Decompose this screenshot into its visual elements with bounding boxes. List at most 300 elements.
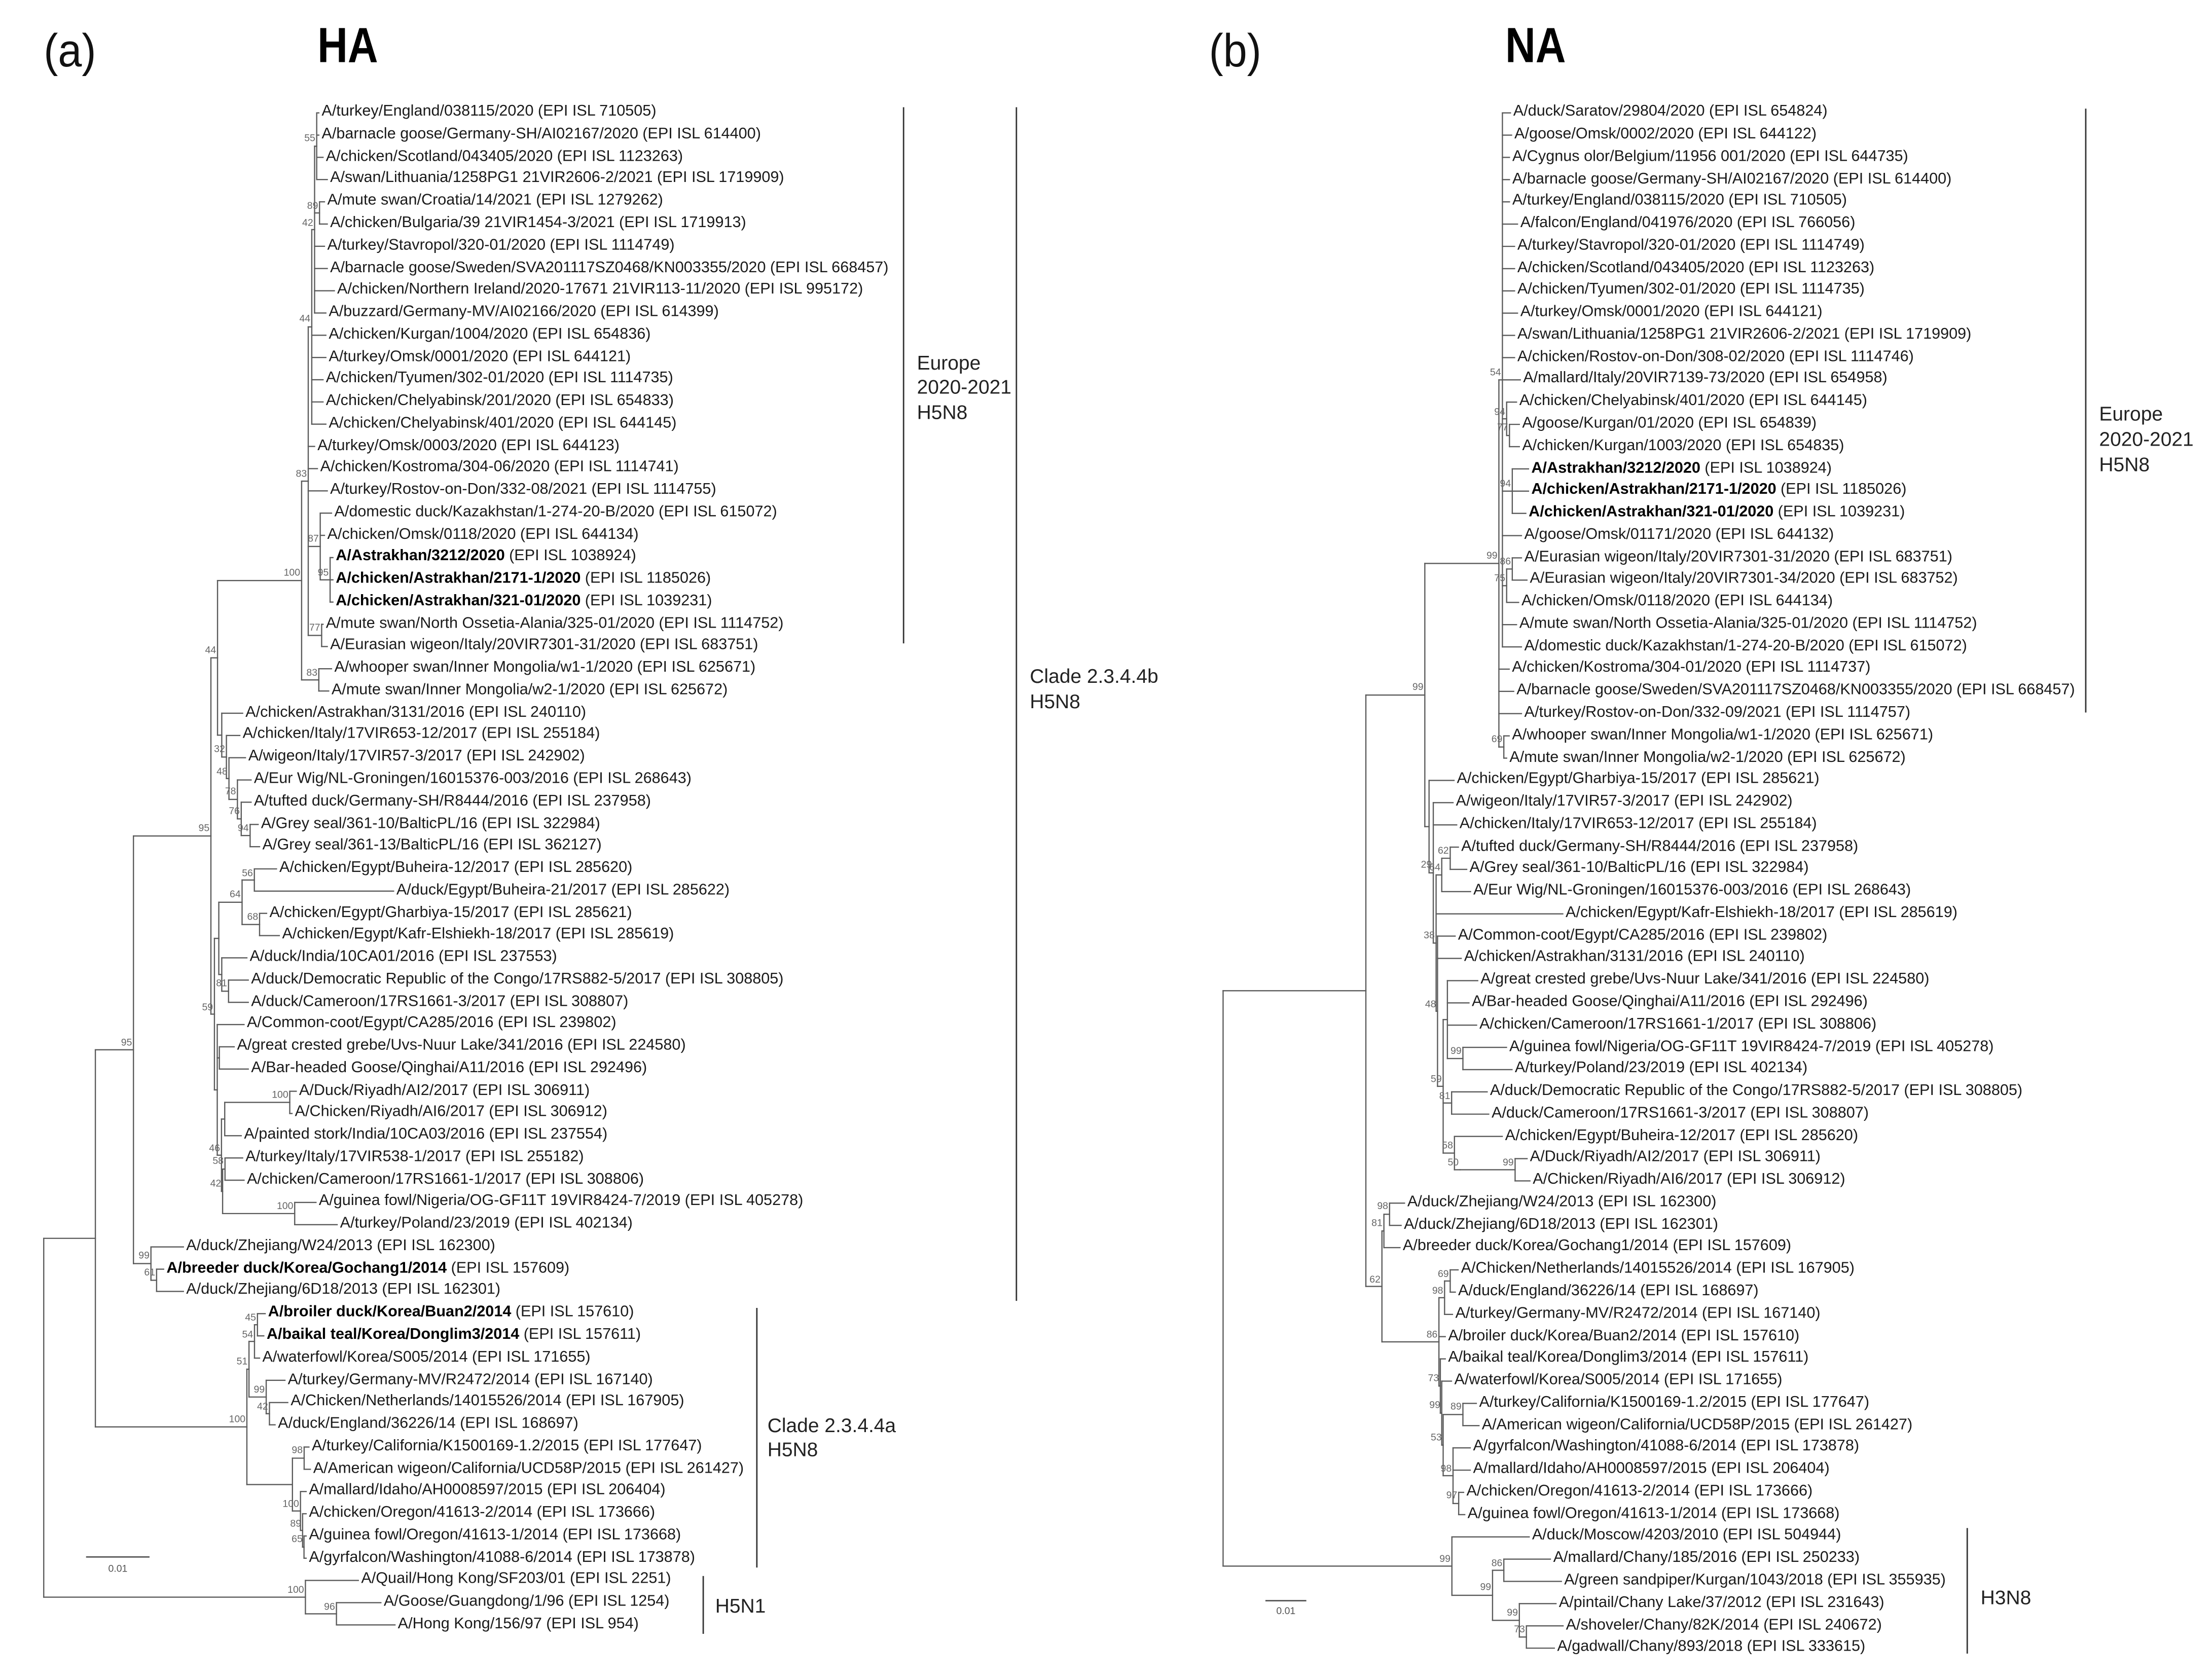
bootstrap-value: 59 — [1431, 1075, 1442, 1085]
taxon-label — [1525, 526, 1834, 544]
strain-name: A/goose/Omsk/0002/2020 — [1514, 125, 1694, 143]
bootstrap-value: 29 — [1421, 861, 1432, 871]
taxon-label — [1523, 370, 1887, 388]
strain-name: A/barnacle goose/Sweden/SVA201117SZ0468/KN003355/2020 — [1516, 681, 1952, 699]
epi-isl-accession: (EPI ISL 285621) — [513, 903, 632, 921]
bootstrap-value: 75 — [1494, 574, 1505, 584]
epi-isl-accession: (EPI ISL 261427) — [625, 1459, 744, 1477]
strain-name: A/duck/Democratic Republic of the Congo/17RS882-5/2017 — [1490, 1082, 1900, 1100]
epi-isl-accession: (EPI ISL 1719913) — [619, 214, 746, 232]
epi-isl-accession: (EPI ISL 1114749) — [550, 236, 675, 254]
taxon-label — [1509, 749, 1905, 767]
epi-isl-accession: (EPI ISL 173668) — [562, 1526, 681, 1544]
bootstrap-value: 62 — [1437, 847, 1449, 857]
strain-name: A/falcon/England/041976/2020 — [1520, 214, 1733, 232]
strain-name: A/gyrfalcon/Washington/41088-6/2014 — [1473, 1438, 1737, 1455]
epi-isl-accession: (EPI ISL 654958) — [1769, 370, 1888, 387]
epi-isl-accession: (EPI ISL 766056) — [1736, 214, 1856, 232]
taxon-label — [1480, 971, 1929, 989]
taxon-label — [1531, 459, 1832, 478]
bootstrap-value: 100 — [272, 1090, 288, 1101]
bootstrap-value: 86 — [1426, 1330, 1438, 1340]
epi-isl-accession: (EPI ISL 157611) — [523, 1326, 641, 1343]
bootstrap-value: 100 — [282, 1499, 299, 1510]
taxon-label — [1490, 1082, 2022, 1101]
bootstrap-value: 81 — [216, 979, 227, 990]
epi-isl-accession: (EPI ISL 157609) — [451, 1259, 570, 1277]
strain-name: A/guinea fowl/Oregon/41613-1/2014 — [1467, 1505, 1717, 1522]
epi-isl-accession: (EPI ISL 292496) — [528, 1059, 647, 1077]
taxon-label — [1468, 1505, 1840, 1523]
taxon-label — [1492, 1105, 1869, 1123]
epi-isl-accession: (EPI ISL 177647) — [583, 1437, 702, 1454]
taxon-label — [1461, 1260, 1855, 1279]
taxon-label — [1529, 504, 1905, 522]
clade-bar-h3n8 — [1967, 1528, 1968, 1654]
epi-isl-accession: (EPI ISL 240110) — [468, 704, 587, 721]
bootstrap-value: 100 — [283, 569, 301, 579]
epi-isl-accession: (EPI ISL 173878) — [576, 1548, 695, 1566]
epi-isl-accession: (EPI ISL 333615) — [1747, 1638, 1866, 1656]
strain-name: A/American wigeon/California/UCD58P/2015 — [313, 1459, 622, 1477]
taxon-label — [1455, 1305, 1820, 1323]
epi-isl-accession: (EPI ISL 1114752) — [659, 614, 784, 632]
strain-name: A/whooper swan/Inner Mongolia/w1-1/2020 — [1512, 726, 1811, 744]
strain-name: A/mute swan/North Ossetia-Alania/325-01/2020 — [1519, 615, 1848, 632]
bootstrap-value: 45 — [245, 1313, 257, 1323]
panel-b-title: NA — [1505, 18, 1566, 74]
taxon-label — [1525, 637, 1967, 655]
epi-isl-accession: (EPI ISL 1279262) — [536, 192, 663, 209]
strain-name: A/chicken/Scotland/043405/2020 — [1517, 259, 1745, 276]
taxon-label — [1533, 1171, 1845, 1189]
bootstrap-value: 95 — [198, 824, 210, 834]
epi-isl-accession: (EPI ISL 322984) — [1690, 860, 1809, 877]
epi-isl-accession: (EPI ISL 285620) — [514, 859, 633, 877]
scale-bar-na — [1265, 1600, 1307, 1601]
strain-name: A/breeder duck/Korea/Gochang1/2014 — [1402, 1238, 1669, 1255]
strain-name: A/Eur Wig/NL-Groningen/16015376-003/2016 — [253, 770, 569, 788]
taxon-label — [1519, 392, 1867, 411]
strain-name: A/chicken/Egypt/Gharbiya-15/2017 — [269, 903, 510, 921]
epi-isl-accession: (EPI ISL 157611) — [1691, 1349, 1809, 1366]
taxon-label — [1458, 927, 1828, 945]
strain-name: A/turkey/England/038115/2020 — [321, 103, 534, 121]
strain-name: A/turkey/California/K1500169-1.2/2015 — [311, 1437, 579, 1454]
strain-name: A/duck/Cameroon/17RS1661-3/2017 — [1491, 1104, 1746, 1122]
strain-name: A/chicken/Egypt/Buheira-12/2017 — [1505, 1126, 1735, 1144]
epi-isl-accession: (EPI ISL 242902) — [1674, 793, 1793, 810]
epi-isl-accession: (EPI ISL 710505) — [537, 103, 657, 121]
clade-label-h3n8 — [1981, 1584, 2032, 1609]
strain-name: A/whooper swan/Inner Mongolia/w1-1/2020 — [334, 659, 633, 676]
strain-name: A/chicken/Rostov-on-Don/308-02/2020 — [1517, 348, 1785, 365]
epi-isl-accession: (EPI ISL 644121) — [1703, 303, 1823, 321]
strain-name: A/mute swan/Inner Mongolia/w2-1/2020 — [1509, 748, 1783, 765]
epi-isl-accession: (EPI ISL 162301) — [382, 1282, 501, 1299]
strain-name: A/Eurasian wigeon/Italy/20VIR7301-31/2020 — [1524, 548, 1830, 565]
strain-name: A/Chicken/Netherlands/14015526/2014 — [291, 1393, 562, 1410]
taxon-label — [1531, 482, 1906, 500]
epi-isl-accession: (EPI ISL 239802) — [497, 1015, 617, 1032]
strain-name: A/wigeon/Italy/17VIR57-3/2017 — [1456, 793, 1670, 810]
epi-isl-accession: (EPI ISL 615072) — [1848, 637, 1967, 654]
strain-name: A/domestic duck/Kazakhstan/1-274-20-B/2020 — [334, 503, 655, 521]
epi-isl-accession: (EPI ISL 224580) — [567, 1037, 686, 1054]
epi-isl-accession: (EPI ISL 1114755) — [591, 481, 716, 498]
clade-label-line: H5N8 — [917, 400, 968, 423]
strain-name: A/domestic duck/Kazakhstan/1-274-20-B/2020 — [1524, 637, 1844, 654]
epi-isl-accession: (EPI ISL 654839) — [1698, 415, 1817, 432]
strain-name: A/green sandpiper/Kurgan/1043/2018 — [1564, 1572, 1823, 1589]
epi-isl-accession: (EPI ISL 268643) — [1792, 882, 1911, 899]
strain-name: A/chicken/Bulgaria/39 21VIR1454-3/2021 — [330, 214, 615, 232]
taxon-label — [1461, 837, 1858, 856]
panel-a-title: HA — [317, 18, 378, 74]
strain-name: A/chicken/Oregon/41613-2/2014 — [309, 1504, 533, 1521]
bootstrap-value: 83 — [306, 668, 318, 678]
strain-name: A/Chicken/Netherlands/14015526/2014 — [1461, 1260, 1732, 1278]
epi-isl-accession: (EPI ISL 625671) — [1815, 726, 1934, 744]
bootstrap-value: 87 — [308, 535, 319, 545]
bootstrap-value: 86 — [1500, 557, 1511, 568]
epi-isl-accession: (EPI ISL 1039231) — [1778, 503, 1905, 521]
taxon-label — [1473, 882, 1911, 900]
taxon-label — [1505, 1127, 1858, 1145]
taxon-label — [1460, 815, 1817, 833]
strain-name: A/Eurasian wigeon/Italy/20VIR7301-31/2020 — [330, 637, 636, 654]
taxon-label — [1520, 304, 1823, 322]
strain-name: A/mute swan/Croatia/14/2021 — [327, 192, 532, 209]
strain-name: A/duck/Zhejiang/6D18/2013 — [186, 1282, 378, 1299]
epi-isl-accession: (EPI ISL 168697) — [460, 1415, 578, 1433]
strain-name: A/turkey/Poland/23/2019 — [1514, 1060, 1685, 1077]
bootstrap-value: 64 — [1429, 863, 1440, 873]
bootstrap-value: 76 — [229, 807, 240, 817]
bootstrap-value: 96 — [324, 1602, 335, 1613]
epi-isl-accession: (EPI ISL 2251) — [569, 1571, 671, 1588]
epi-isl-accession: (EPI ISL 171655) — [472, 1348, 591, 1366]
strain-name: A/Goose/Guangdong/1/96 — [383, 1593, 564, 1610]
panel-b-letter: (b) — [1209, 24, 1261, 77]
taxon-label — [1512, 148, 1908, 166]
taxon-label — [1517, 281, 1865, 300]
bootstrap-value: 65 — [292, 1535, 303, 1546]
strain-name: A/goose/Kurgan/01/2020 — [1522, 415, 1694, 432]
strain-name: A/Common-coot/Egypt/CA285/2016 — [1458, 926, 1705, 944]
clade-label-line: H5N8 — [2099, 452, 2150, 475]
epi-isl-accession: (EPI ISL 157610) — [1681, 1327, 1800, 1344]
taxon-label — [1517, 326, 1972, 344]
strain-name: A/Hong Kong/156/97 — [397, 1615, 542, 1632]
epi-isl-accession: (EPI ISL 224580) — [1810, 971, 1930, 988]
taxon-label — [1509, 1038, 1993, 1056]
taxon-label — [1525, 704, 1911, 722]
bootstrap-value: 81 — [1439, 1091, 1451, 1102]
strain-name: A/Quail/Hong Kong/SF203/01 — [361, 1571, 566, 1588]
epi-isl-accession: (EPI ISL 308806) — [525, 1171, 644, 1188]
taxon-label — [1517, 259, 1874, 277]
epi-isl-accession: (EPI ISL 1123263) — [557, 148, 683, 165]
bootstrap-value: 89 — [307, 201, 318, 211]
epi-isl-accession: (EPI ISL 644132) — [1715, 526, 1834, 543]
bootstrap-value: 61 — [144, 1268, 156, 1279]
strain-name: A/chicken/Kurgan/1003/2020 — [1522, 437, 1722, 454]
bootstrap-value: 44 — [205, 646, 216, 656]
epi-isl-accession: (EPI ISL 237554) — [489, 1126, 608, 1143]
taxon-label — [1470, 860, 1809, 878]
taxon-label — [1530, 570, 1957, 589]
strain-name: A/baikal teal/Korea/Donglim3/2014 — [1448, 1349, 1687, 1366]
taxon-label — [1522, 415, 1817, 433]
bootstrap-value: 54 — [1490, 368, 1501, 378]
bootstrap-value: 98 — [1377, 1202, 1389, 1213]
epi-isl-accession: (EPI ISL 173668) — [1721, 1505, 1840, 1522]
clade-label-line: Europe — [2099, 401, 2163, 424]
epi-isl-accession: (EPI ISL 683752) — [1839, 570, 1958, 588]
epi-isl-accession: (EPI ISL 237553) — [439, 948, 557, 965]
bootstrap-value: 99 — [1451, 1047, 1462, 1057]
bootstrap-value: 86 — [1491, 1558, 1503, 1569]
epi-isl-accession: (EPI ISL 306912) — [1726, 1171, 1845, 1188]
bootstrap-value: 58 — [212, 1157, 224, 1167]
strain-name: A/chicken/Omsk/0118/2020 — [1521, 593, 1710, 610]
epi-isl-accession: (EPI ISL 167140) — [1701, 1304, 1821, 1322]
epi-isl-accession: (EPI ISL 206404) — [547, 1482, 666, 1499]
epi-isl-accession: (EPI ISL 162301) — [1600, 1216, 1718, 1233]
strain-name: A/mallard/Chany/185/2016 — [1553, 1549, 1737, 1567]
strain-name: A/turkey/Omsk/0001/2020 — [1520, 303, 1700, 321]
clade-label-europe-na — [2099, 400, 2193, 476]
epi-isl-accession: (EPI ISL 308805) — [665, 970, 784, 988]
strain-name: A/Astrakhan/3212/2020 — [336, 548, 505, 565]
strain-name: A/chicken/Kostroma/304-06/2020 — [320, 459, 550, 476]
strain-name: A/duck/India/10CA01/2016 — [249, 948, 434, 965]
taxon-label — [1559, 1594, 1884, 1612]
taxon-label — [1521, 593, 1833, 611]
panel-a-letter: (a) — [44, 24, 96, 77]
strain-name: A/chicken/Egypt/Kafr-Elshiekh-18/2017 — [282, 926, 552, 943]
strain-name: A/baikal teal/Korea/Donglim3/2014 — [266, 1326, 520, 1343]
epi-isl-accession: (EPI ISL 239802) — [1709, 926, 1828, 944]
clade-label-line: 2020-2021 — [917, 375, 1011, 398]
strain-name: A/chicken/Kostroma/304-01/2020 — [1512, 659, 1742, 677]
strain-name: A/gadwall/Chany/893/2018 — [1557, 1638, 1743, 1656]
strain-name: A/chicken/Tyumen/302-01/2020 — [1517, 281, 1736, 299]
epi-isl-accession: (EPI ISL 168697) — [1640, 1282, 1759, 1300]
epi-isl-accession: (EPI ISL 615072) — [659, 503, 777, 521]
epi-isl-accession: (EPI ISL 1114752) — [1852, 615, 1977, 632]
strain-name: A/Duck/Riyadh/AI2/2017 — [1530, 1149, 1699, 1166]
strain-name: A/mallard/Italy/20VIR7139-73/2020 — [1523, 370, 1765, 387]
epi-isl-accession: (EPI ISL 402134) — [1689, 1060, 1808, 1077]
taxon-label — [1557, 1638, 1865, 1657]
strain-name: A/American wigeon/California/UCD58P/2015 — [1481, 1416, 1790, 1433]
epi-isl-accession: (EPI ISL 1114749) — [1739, 237, 1865, 254]
bootstrap-value: 99 — [1486, 552, 1498, 562]
strain-name: A/great crested grebe/Uvs-Nuur Lake/341/2016 — [1480, 971, 1807, 988]
taxon-label — [1512, 170, 1951, 188]
bootstrap-value: 42 — [257, 1402, 268, 1412]
taxon-label — [1466, 1483, 1812, 1501]
epi-isl-accession: (EPI ISL 614400) — [642, 125, 761, 142]
clade-label-line: 2020-2021 — [2099, 426, 2194, 450]
strain-name: A/Grey seal/361-13/BalticPL/16 — [262, 837, 479, 854]
strain-name: A/chicken/Astrakhan/321-01/2020 — [336, 592, 581, 610]
strain-name: A/chicken/Chelyabinsk/401/2020 — [1519, 392, 1745, 410]
strain-name: A/gyrfalcon/Washington/41088-6/2014 — [309, 1548, 572, 1566]
bootstrap-value: 99 — [1429, 1401, 1440, 1412]
strain-name: A/Cygnus olor/Belgium/11956 001/2020 — [1512, 148, 1786, 165]
epi-isl-accession: (EPI ISL 285622) — [611, 881, 730, 899]
strain-name: A/guinea fowl/Nigeria/OG-GF11T 19VIR8424-7/2019 — [1509, 1038, 1871, 1055]
epi-isl-accession: (EPI ISL 285619) — [555, 926, 674, 943]
strain-name: A/painted stork/India/10CA03/2016 — [244, 1126, 485, 1143]
strain-name: A/waterfowl/Korea/S005/2014 — [1454, 1371, 1660, 1389]
strain-name: A/duck/Zhejiang/W24/2013 — [1407, 1193, 1594, 1211]
strain-name: A/duck/Moscow/4203/2010 — [1532, 1527, 1719, 1545]
taxon-label — [1514, 126, 1817, 144]
bootstrap-value: 95 — [317, 568, 329, 578]
bootstrap-value: 56 — [242, 868, 253, 879]
bootstrap-value: 98 — [1432, 1286, 1443, 1296]
epi-isl-accession: (EPI ISL 240110) — [1687, 948, 1805, 966]
epi-isl-accession: (EPI ISL 261427) — [1794, 1416, 1913, 1433]
epi-isl-accession: (EPI ISL 644145) — [1749, 392, 1867, 410]
strain-name: A/turkey/Stavropol/320-01/2020 — [327, 236, 546, 254]
strain-name: A/Common-coot/Egypt/CA285/2016 — [246, 1015, 494, 1032]
strain-name: A/tufted duck/Germany-SH/R8444/2016 — [253, 792, 528, 810]
bootstrap-value: 99 — [253, 1385, 265, 1396]
taxon-label — [1532, 1527, 1841, 1546]
strain-name: A/chicken/Cameroon/17RS1661-1/2017 — [246, 1171, 522, 1188]
bootstrap-value: 78 — [225, 788, 236, 798]
bootstrap-value: 42 — [302, 218, 313, 228]
bootstrap-value: 62 — [1369, 1274, 1381, 1285]
strain-name: A/chicken/Cameroon/17RS1661-1/2017 — [1479, 1015, 1754, 1033]
strain-name: A/mute swan/Inner Mongolia/w2-1/2020 — [331, 681, 605, 699]
strain-name: A/chicken/Astrakhan/3131/2016 — [245, 704, 465, 721]
epi-isl-accession: (EPI ISL 322984) — [482, 815, 600, 832]
strain-name: A/turkey/Omsk/0001/2020 — [329, 348, 509, 365]
epi-isl-accession: (EPI ISL 162300) — [377, 1237, 495, 1255]
strain-name: A/turkey/England/038115/2020 — [1512, 192, 1724, 209]
epi-isl-accession: (EPI ISL 1038924) — [509, 548, 636, 565]
epi-isl-accession: (EPI ISL 255184) — [481, 725, 600, 743]
epi-isl-accession: (EPI ISL 306911) — [1703, 1149, 1821, 1166]
epi-isl-accession: (EPI ISL 1038924) — [1705, 459, 1832, 477]
strain-name: A/chicken/Egypt/Gharbiya-15/2017 — [1457, 771, 1697, 788]
strain-name: A/duck/Democratic Republic of the Congo/17RS882-5/2017 — [251, 970, 661, 988]
taxon-label — [1482, 1416, 1912, 1434]
epi-isl-accession: (EPI ISL 292496) — [1749, 993, 1868, 1010]
bootstrap-value: 55 — [304, 134, 315, 145]
bootstrap-value: 89 — [1451, 1403, 1462, 1413]
bootstrap-value: 54 — [242, 1330, 253, 1340]
bootstrap-value: 100 — [287, 1585, 304, 1596]
strain-name: A/Bar-headed Goose/Qinghai/A11/2016 — [1472, 993, 1745, 1010]
bootstrap-value: 99 — [1502, 1158, 1514, 1169]
bootstrap-value: 99 — [1412, 683, 1424, 694]
epi-isl-accession: (EPI ISL 1114735) — [1739, 281, 1865, 299]
strain-name: A/chicken/Astrakhan/2171-1/2020 — [336, 570, 581, 588]
strain-name: A/barnacle goose/Sweden/SVA201117SZ0468/KN003355/2020 — [330, 259, 766, 276]
strain-name: A/Chicken/Riyadh/AI6/2017 — [1533, 1171, 1723, 1188]
strain-name: A/turkey/Rostov-on-Don/332-09/2021 — [1524, 704, 1782, 721]
epi-isl-accession: (EPI ISL 268643) — [573, 770, 692, 788]
epi-isl-accession: (EPI ISL 405278) — [684, 1193, 804, 1210]
bootstrap-value: 94 — [1500, 479, 1511, 490]
taxon-label — [1456, 793, 1793, 811]
strain-name: A/guinea fowl/Nigeria/OG-GF11T 19VIR8424-7/2019 — [318, 1193, 681, 1210]
bootstrap-value: 73 — [1428, 1374, 1439, 1384]
taxon-label — [1479, 1394, 1869, 1412]
bootstrap-value: 68 — [247, 912, 259, 923]
strain-name: A/turkey/Italy/17VIR538-1/2017 — [245, 1148, 461, 1165]
taxon-label — [1479, 1015, 1876, 1034]
taxon-label — [1525, 549, 1952, 567]
taxon-label — [1530, 1149, 1821, 1167]
taxon-label — [1566, 1616, 1882, 1634]
taxon-label — [1407, 1193, 1717, 1212]
strain-name: A/pintail/Chany Lake/37/2012 — [1558, 1594, 1762, 1611]
strain-name: A/chicken/Kurgan/1004/2020 — [329, 325, 528, 343]
strain-name: A/barnacle goose/Germany-SH/AI02167/2020 — [321, 125, 638, 142]
epi-isl-accession: (EPI ISL 654835) — [1725, 437, 1844, 454]
strain-name: A/barnacle goose/Germany-SH/AI02167/2020 — [1512, 170, 1829, 187]
bootstrap-value: 94 — [237, 824, 249, 834]
taxon-label — [1473, 1438, 1859, 1456]
strain-name: A/chicken/Northern Ireland/2020-17671 21VIR113-11/2020 — [337, 281, 741, 298]
strain-name: A/chicken/Chelyabinsk/401/2020 — [329, 414, 554, 432]
strain-name: A/swan/Lithuania/1258PG1 21VIR2606-2/2021 — [330, 170, 653, 187]
bootstrap-value: 50 — [1447, 1158, 1459, 1169]
strain-name: A/mallard/Idaho/AH0008597/2015 — [1473, 1461, 1707, 1478]
strain-name: A/mallard/Idaho/AH0008597/2015 — [309, 1482, 543, 1499]
epi-isl-accession: (EPI ISL 668457) — [770, 259, 889, 276]
bootstrap-value: 99 — [1439, 1554, 1451, 1564]
strain-name: A/chicken/Italy/17VIR653-12/2017 — [1459, 815, 1694, 832]
bootstrap-value: 99 — [1507, 1609, 1518, 1619]
taxon-label — [1472, 993, 1868, 1011]
taxon-label — [1564, 1572, 1946, 1590]
epi-isl-accession: (EPI ISL 995172) — [744, 281, 863, 298]
strain-name: A/turkey/Germany-MV/R2472/2014 — [1455, 1304, 1698, 1322]
epi-isl-accession: (EPI ISL 1719909) — [1844, 325, 1972, 343]
bootstrap-value: 89 — [290, 1519, 302, 1529]
strain-name: A/duck/Zhejiang/6D18/2013 — [1404, 1216, 1595, 1233]
bootstrap-value: 48 — [1425, 999, 1436, 1010]
epi-isl-accession: (EPI ISL 405278) — [1875, 1038, 1994, 1055]
bootstrap-value: 73 — [1514, 1625, 1525, 1635]
epi-isl-accession: (EPI ISL 306912) — [489, 1104, 607, 1121]
epi-isl-accession: (EPI ISL 285620) — [1739, 1126, 1859, 1144]
taxon-label — [1512, 192, 1847, 210]
epi-isl-accession: (EPI ISL 237958) — [532, 792, 651, 810]
epi-isl-accession: (EPI ISL 1719909) — [657, 170, 784, 187]
epi-isl-accession: (EPI ISL 171655) — [1663, 1371, 1783, 1389]
strain-name: A/tufted duck/Germany-SH/R8444/2016 — [1461, 837, 1736, 855]
epi-isl-accession: (EPI ISL 504944) — [1722, 1527, 1841, 1545]
epi-isl-accession: (EPI ISL 1114737) — [1746, 659, 1871, 677]
epi-isl-accession: (EPI ISL 644121) — [512, 348, 631, 365]
epi-isl-accession: (EPI ISL 255182) — [465, 1148, 584, 1165]
epi-isl-accession: (EPI ISL 1185026) — [585, 570, 711, 588]
strain-name: A/chicken/Scotland/043405/2020 — [325, 148, 553, 165]
epi-isl-accession: (EPI ISL 1114757) — [1785, 704, 1911, 721]
bootstrap-value: 98 — [1440, 1464, 1452, 1474]
bootstrap-value: 46 — [209, 1143, 221, 1154]
